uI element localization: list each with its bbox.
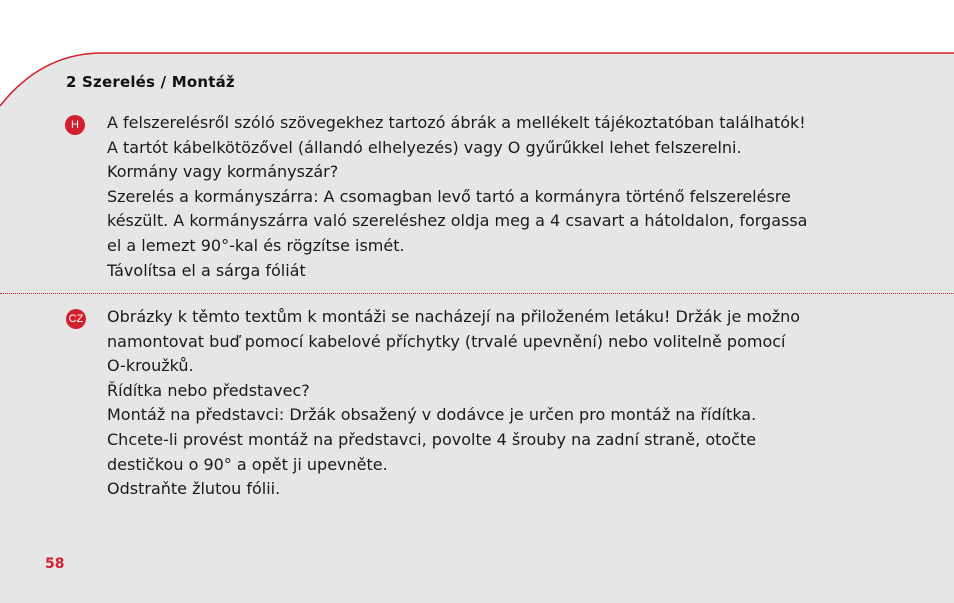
text-block-hungarian	[107, 111, 807, 283]
language-badge-hu: H	[65, 115, 85, 135]
text-line: A tartót kábelkötözővel (állandó elhelyezés) vagy O gyűrűkkel lehet felszerelni.	[107, 137, 742, 157]
text-line: namontovat buď pomocí kabelové příchytky (trvalé upevnění) nebo volitelně pomocí	[107, 331, 786, 351]
text-line: Távolítsa el a sárga fóliát	[107, 260, 306, 280]
text-line: destičkou o 90° a opět ji upevněte.	[107, 454, 388, 474]
text-line: készült. A kormányszárra való szereléshez oldja meg a 4 csavart a hátoldalon, forgassa	[107, 211, 808, 231]
text-line: Kormány vagy kormányszár?	[107, 162, 339, 182]
text-line: A felszerelésről szóló szövegekhez tartozó ábrák a mellékelt tájékoztatóban találhatók!	[107, 113, 806, 132]
text-line: O-kroužků.	[107, 356, 194, 376]
dotted-divider	[0, 293, 954, 294]
text-block-czech	[107, 305, 800, 502]
language-badge-cz: CZ	[66, 309, 86, 329]
section-title: 2 Szerelés / Montáž	[66, 73, 235, 91]
text-line: Szerelés a kormányszárra: A csomagban levő tartó a kormányra történő felszerelésre	[107, 186, 791, 206]
text-line: Odstraňte žlutou fólii.	[107, 479, 281, 499]
page-number: 58	[45, 556, 65, 572]
text-line: Obrázky k těmto textům k montáži se nacházejí na přiloženém letáku! Držák je možno	[107, 307, 801, 326]
text-line: Chcete-li provést montáž na představci, povolte 4 šrouby na zadní straně, otočte	[107, 429, 757, 449]
text-line: el a lemezt 90°-kal és rögzítse ismét.	[107, 235, 405, 255]
text-line: Montáž na představci: Držák obsažený v dodávce je určen pro montáž na řídítka.	[107, 405, 757, 425]
text-line: Řídítka nebo představec?	[107, 380, 310, 400]
